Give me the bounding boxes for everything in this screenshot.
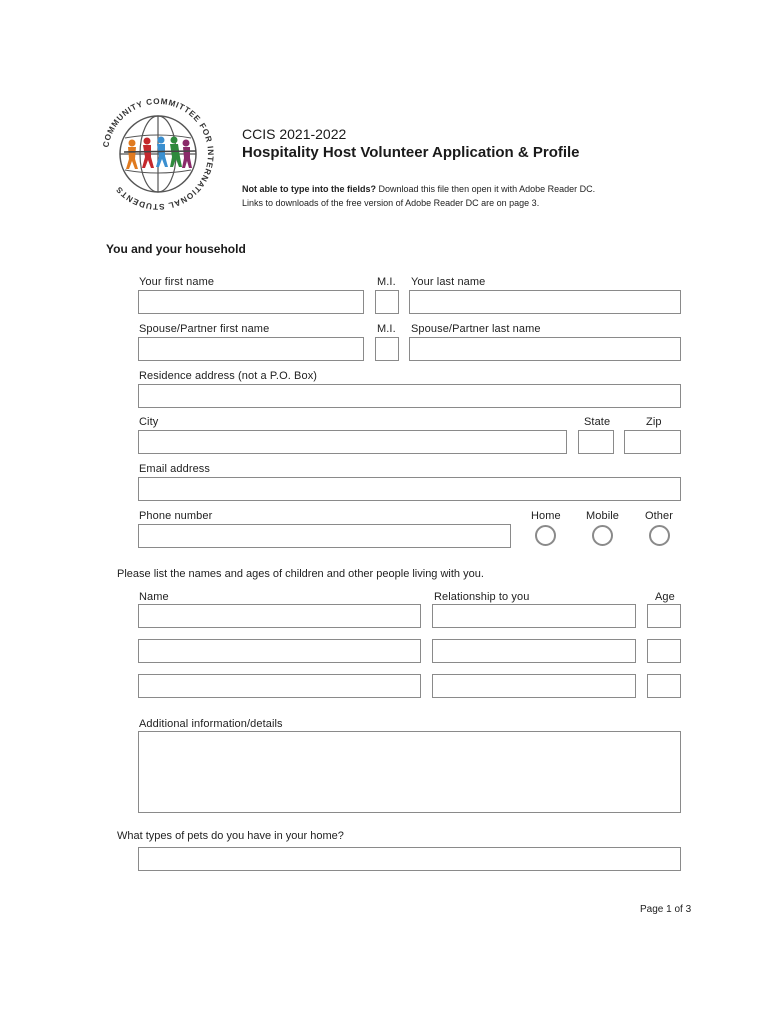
pets-field[interactable] [138, 847, 681, 871]
spouse-mi-field[interactable] [375, 337, 399, 361]
state-label: State [584, 416, 611, 428]
child-name-field-1[interactable] [138, 604, 421, 628]
adobe-note-bold: Not able to type into the fields? [242, 184, 377, 194]
home-label: Home [531, 510, 561, 522]
last-name-field[interactable] [409, 290, 681, 314]
city-label: City [139, 416, 159, 428]
additional-info-label: Additional information/details [139, 718, 283, 730]
age-column-label: Age [655, 591, 675, 603]
adobe-note-rest: Download this file then open it with Adobe Reader DC. [376, 184, 596, 194]
section-title: You and your household [106, 242, 246, 256]
additional-info-field[interactable] [138, 731, 681, 813]
first-name-label: Your first name [139, 276, 215, 288]
phone-label: Phone number [139, 510, 213, 522]
child-name-field-3[interactable] [138, 674, 421, 698]
zip-label: Zip [646, 416, 662, 428]
child-age-field-3[interactable] [647, 674, 681, 698]
mobile-label: Mobile [586, 510, 620, 522]
child-relationship-field-2[interactable] [432, 639, 636, 663]
mi-field[interactable] [375, 290, 399, 314]
form-year-title: CCIS 2021-2022 [242, 126, 347, 142]
spouse-first-name-field[interactable] [138, 337, 364, 361]
email-field[interactable] [138, 477, 681, 501]
city-field[interactable] [138, 430, 567, 454]
email-label: Email address [139, 463, 210, 475]
phone-field[interactable] [138, 524, 511, 548]
spouse-last-name-label: Spouse/Partner last name [411, 323, 541, 335]
child-relationship-field-1[interactable] [432, 604, 636, 628]
other-radio[interactable] [649, 525, 670, 546]
child-age-field-2[interactable] [647, 639, 681, 663]
logo-text: COMMUNITY COMMITTEE FOR INTERNATIONAL STUDENTS [101, 96, 216, 212]
form-title: Hospitality Host Volunteer Application & Profile [242, 144, 580, 161]
home-radio[interactable] [535, 525, 556, 546]
last-name-label: Your last name [411, 276, 486, 288]
child-age-field-1[interactable] [647, 604, 681, 628]
child-name-field-2[interactable] [138, 639, 421, 663]
name-column-label: Name [139, 591, 169, 603]
adobe-note-line1 [242, 184, 595, 194]
first-name-field[interactable] [138, 290, 364, 314]
relationship-column-label: Relationship to you [434, 591, 530, 603]
page-number: Page 1 of 3 [640, 904, 692, 915]
spouse-last-name-field[interactable] [409, 337, 681, 361]
child-relationship-field-3[interactable] [432, 674, 636, 698]
adobe-note-line2: Links to downloads of the free version of Adobe Reader DC are on page 3. [242, 198, 540, 208]
zip-field[interactable] [624, 430, 681, 454]
ccis-logo [100, 96, 216, 212]
other-label: Other [645, 510, 674, 522]
children-prompt: Please list the names and ages of children and other people living with you. [117, 568, 484, 580]
state-field[interactable] [578, 430, 614, 454]
mobile-radio[interactable] [592, 525, 613, 546]
spouse-first-name-label: Spouse/Partner first name [139, 323, 270, 335]
spouse-mi-label: M.I. [377, 323, 396, 335]
residence-address-field[interactable] [138, 384, 681, 408]
residence-address-label: Residence address (not a P.O. Box) [139, 370, 318, 382]
pets-prompt: What types of pets do you have in your home? [117, 830, 344, 842]
mi-label: M.I. [377, 276, 396, 288]
